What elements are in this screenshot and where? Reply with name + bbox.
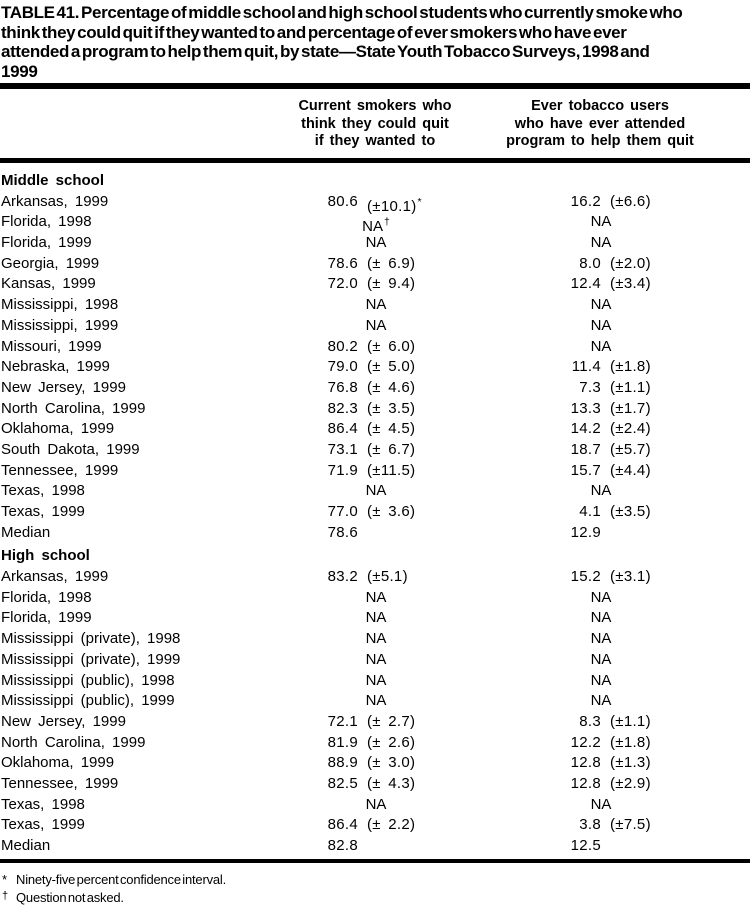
confidence-interval: (± 2.6) <box>367 733 416 751</box>
percent-value: 76.8 <box>327 378 358 396</box>
confidence-interval: (±2.9) <box>610 774 651 792</box>
attended-program-cell <box>506 295 696 316</box>
state-label: Texas, 1998 <box>1 482 85 500</box>
could-quit-cell <box>281 733 471 754</box>
state-label: Missouri, 1999 <box>1 337 102 355</box>
state-label: Mississippi (private), 1998 <box>1 630 181 648</box>
column-gap <box>470 98 505 151</box>
state-label: Florida, 1998 <box>1 213 92 231</box>
could-quit-cell <box>281 523 471 544</box>
na-value: NA <box>365 296 387 314</box>
could-quit-cell <box>281 461 471 482</box>
percent-value: 12.8 <box>570 754 601 772</box>
attended-program-cell <box>506 502 696 523</box>
percent-value: 71.9 <box>327 461 358 479</box>
na-value: NA <box>365 795 387 813</box>
could-quit-cell <box>281 836 471 857</box>
could-quit-cell <box>281 233 471 254</box>
attended-program-cell <box>506 712 696 733</box>
state-label: Texas, 1998 <box>1 795 85 813</box>
state-label: North Carolina, 1999 <box>1 733 146 751</box>
percent-value: 83.2 <box>327 568 358 586</box>
could-quit-cell <box>281 795 471 816</box>
attended-program-cell <box>506 461 696 482</box>
table-row <box>0 567 750 588</box>
could-quit-cell <box>281 399 471 420</box>
attended-program-cell <box>506 567 696 588</box>
table-title <box>0 0 750 81</box>
state-label: Georgia, 1999 <box>1 254 100 272</box>
percent-value: 77.0 <box>327 503 358 520</box>
confidence-interval: (± 3.5) <box>367 399 416 417</box>
na-value: NA <box>365 588 387 606</box>
attended-program-cell <box>506 691 696 712</box>
percent-value: 82.8 <box>327 837 358 854</box>
table-title-line: attended a program to help them quit, by state—State Youth Tobacco Surveys, 1998 and <box>1 42 650 61</box>
attended-program-cell <box>506 233 696 254</box>
could-quit-cell <box>281 212 471 236</box>
na-value: NA <box>365 609 387 627</box>
table-row <box>0 502 750 523</box>
attended-program-cell <box>506 254 696 275</box>
table-title-line: think they could quit if they wanted to and percentage of ever smokers who have ever <box>1 22 627 42</box>
footnote-text: Question not asked. <box>16 889 124 905</box>
could-quit-cell <box>281 671 471 692</box>
percent-value: 78.6 <box>327 254 358 272</box>
na-value: NA <box>590 337 612 355</box>
col-header-line: who have ever attended <box>514 115 686 132</box>
confidence-interval: (± 4.6) <box>367 378 416 396</box>
table-row <box>0 836 750 857</box>
state-label: Tennessee, 1999 <box>1 774 119 792</box>
could-quit-cell <box>281 650 471 671</box>
could-quit-cell <box>281 608 471 629</box>
could-quit-cell <box>281 419 471 440</box>
table-row <box>0 378 750 399</box>
table-row <box>0 588 750 609</box>
na-value: NA <box>365 671 387 689</box>
table-row <box>0 419 750 440</box>
percent-value: 12.9 <box>570 523 601 541</box>
percent-value: 82.5 <box>327 774 358 792</box>
percent-value: 72.0 <box>327 275 358 293</box>
na-value: NA <box>590 234 612 252</box>
table-row <box>0 274 750 295</box>
could-quit-cell <box>281 588 471 609</box>
percent-value: 80.2 <box>327 337 358 355</box>
state-label: Median <box>1 523 51 541</box>
could-quit-cell <box>281 357 471 378</box>
footnote-marker: † <box>384 216 390 229</box>
na-value: NA <box>365 482 387 500</box>
na-value: NA <box>590 630 612 648</box>
attended-program-cell <box>506 608 696 629</box>
attended-program-cell <box>506 774 696 795</box>
state-label: South Dakota, 1999 <box>1 440 140 458</box>
state-label: Mississippi (public), 1999 <box>1 692 175 710</box>
state-label: Kansas, 1999 <box>1 275 96 293</box>
na-value: NA <box>365 630 387 648</box>
table-row <box>0 295 750 316</box>
attended-program-cell <box>506 753 696 774</box>
percent-value: 11.4 <box>571 358 601 376</box>
col-header-line: Ever tobacco users <box>531 98 669 114</box>
na-value: NA <box>590 296 612 314</box>
na-value: NA <box>590 482 612 500</box>
state-label: Texas, 1999 <box>1 816 85 834</box>
confidence-interval: (± 5.0) <box>367 358 416 376</box>
state-label: New Jersey, 1999 <box>1 712 126 730</box>
na-value: NA <box>365 650 387 668</box>
state-label: Median <box>1 837 51 854</box>
confidence-interval: (±1.8) <box>610 733 651 751</box>
percent-value: 86.4 <box>327 816 358 834</box>
attended-program-cell <box>506 357 696 378</box>
could-quit-cell <box>281 567 471 588</box>
na-value: NA <box>365 316 387 334</box>
table-row <box>0 608 750 629</box>
percent-value: 81.9 <box>327 733 358 751</box>
attended-program-cell <box>506 378 696 399</box>
attended-program-cell <box>506 212 696 233</box>
attended-program-cell <box>506 419 696 440</box>
attended-program-cell <box>506 588 696 609</box>
confidence-interval: (± 4.5) <box>367 420 416 438</box>
table-row <box>0 316 750 337</box>
na-value: NA <box>590 316 612 334</box>
na-value: NA <box>590 609 612 627</box>
could-quit-cell <box>281 440 471 461</box>
percent-value: 73.1 <box>327 440 358 458</box>
table-row <box>0 481 750 502</box>
percent-value: 82.3 <box>327 399 358 417</box>
confidence-interval: (±11.5) <box>367 461 416 479</box>
confidence-interval: (± 9.4) <box>367 275 416 293</box>
table-row <box>0 192 750 213</box>
percent-value: 12.5 <box>570 837 601 854</box>
attended-program-cell <box>506 316 696 337</box>
confidence-interval: (±3.4) <box>610 275 651 293</box>
percent-value: 3.8 <box>579 816 601 834</box>
percent-value: 4.1 <box>579 503 601 520</box>
attended-program-cell <box>506 192 696 213</box>
na-value: NA <box>590 692 612 710</box>
could-quit-cell <box>281 274 471 295</box>
percent-value: 12.2 <box>570 733 601 751</box>
attended-program-cell <box>506 629 696 650</box>
table-row <box>0 523 750 544</box>
footnote <box>2 871 750 888</box>
table-row <box>0 712 750 733</box>
could-quit-cell <box>281 481 471 502</box>
could-quit-cell <box>281 378 471 399</box>
confidence-interval: (±3.5) <box>610 503 651 520</box>
attended-program-cell <box>506 523 696 544</box>
attended-program-cell <box>506 399 696 420</box>
table-row <box>0 233 750 254</box>
could-quit-cell <box>281 295 471 316</box>
could-quit-cell <box>281 691 471 712</box>
could-quit-cell <box>281 337 471 358</box>
confidence-interval: (±5.7) <box>610 440 651 458</box>
col-header-line: Current smokers who <box>298 98 452 114</box>
section-header-row <box>0 171 750 192</box>
state-label: Arkansas, 1999 <box>1 568 109 586</box>
confidence-interval: (±2.4) <box>610 420 651 438</box>
confidence-interval: (±1.8) <box>610 358 651 376</box>
table-row <box>0 461 750 482</box>
attended-program-cell <box>506 274 696 295</box>
percent-value: 16.2 <box>570 192 601 210</box>
state-label: Mississippi (private), 1999 <box>1 650 181 668</box>
table-row <box>0 733 750 754</box>
na-value: NA <box>365 234 387 252</box>
confidence-interval: (±1.3) <box>610 754 651 772</box>
confidence-interval: (±4.4) <box>610 461 651 479</box>
na-value: NA <box>590 650 612 668</box>
could-quit-cell <box>281 502 471 523</box>
na-value: NA <box>590 795 612 813</box>
state-label: Mississippi, 1999 <box>1 316 119 334</box>
table-title-line: 1999 <box>1 61 38 81</box>
percent-value: 13.3 <box>570 399 601 417</box>
na-value: NA <box>590 588 612 606</box>
attended-program-cell <box>506 815 696 836</box>
confidence-interval: (±6.6) <box>610 192 651 210</box>
percent-value: 12.8 <box>570 774 601 792</box>
state-label: Oklahoma, 1999 <box>1 420 115 438</box>
table-row <box>0 795 750 816</box>
attended-program-cell <box>506 650 696 671</box>
confidence-interval: (±10.1)* <box>367 195 422 215</box>
table-body <box>0 163 750 857</box>
could-quit-cell <box>281 192 471 213</box>
footnote-marker: * <box>2 871 7 887</box>
section-label: High school <box>1 547 90 565</box>
table-row <box>0 212 750 236</box>
state-label: North Carolina, 1999 <box>1 399 146 417</box>
percent-value: 79.0 <box>327 358 358 376</box>
footnote-marker: † <box>2 889 8 902</box>
table-row <box>0 671 750 692</box>
confidence-interval: (±1.7) <box>610 399 651 417</box>
stub-column-spacer <box>0 98 280 151</box>
confidence-interval: (± 3.6) <box>367 503 416 520</box>
table-title-line: TABLE 41. Percentage of middle school and high school students who currently smoke who <box>1 3 683 22</box>
percent-value: 14.2 <box>570 420 601 438</box>
attended-program-cell <box>506 733 696 754</box>
footnote-marker: * <box>417 195 422 208</box>
col-header-attended-program <box>505 98 695 151</box>
table-row <box>0 337 750 358</box>
confidence-interval: (±7.5) <box>610 816 651 834</box>
section-label: Middle school <box>1 172 105 189</box>
percent-value: 15.2 <box>570 568 601 586</box>
state-label: Mississippi, 1998 <box>1 296 119 314</box>
col-header-line: think they could quit <box>301 115 449 132</box>
col-header-could-quit <box>280 98 470 151</box>
attended-program-cell <box>506 481 696 502</box>
attended-program-cell <box>506 337 696 358</box>
state-label: Nebraska, 1999 <box>1 358 110 376</box>
attended-program-cell <box>506 836 696 857</box>
could-quit-cell <box>281 629 471 650</box>
confidence-interval: (± 6.0) <box>367 337 416 355</box>
state-label: Florida, 1999 <box>1 609 92 627</box>
col-header-line: if they wanted to <box>314 133 436 149</box>
percent-value: 88.9 <box>327 754 358 772</box>
state-label: Texas, 1999 <box>1 503 85 520</box>
could-quit-cell <box>281 774 471 795</box>
footnote <box>2 888 750 906</box>
na-value: NA <box>590 213 612 231</box>
percent-value: 8.0 <box>579 254 601 272</box>
table-row <box>0 440 750 461</box>
table-row <box>0 774 750 795</box>
footnote-text: Ninety-five percent confidence interval. <box>16 871 227 887</box>
percent-value: 72.1 <box>327 712 358 730</box>
percent-value: 15.7 <box>570 461 601 479</box>
na-value: NA <box>365 692 387 710</box>
could-quit-cell <box>281 815 471 836</box>
confidence-interval: (±3.1) <box>610 568 651 586</box>
table-row <box>0 691 750 712</box>
confidence-interval: (±5.1) <box>367 568 408 586</box>
na-value: NA <box>590 671 612 689</box>
state-label: New Jersey, 1999 <box>1 378 126 396</box>
confidence-interval: (± 2.7) <box>367 712 416 730</box>
section-header-row <box>0 546 750 567</box>
state-label: Florida, 1999 <box>1 234 92 252</box>
table-row <box>0 254 750 275</box>
table-row <box>0 399 750 420</box>
na-value: NA† <box>362 216 390 236</box>
table-row <box>0 629 750 650</box>
state-label: Tennessee, 1999 <box>1 461 119 479</box>
percent-value: 12.4 <box>570 275 601 293</box>
percent-value: 86.4 <box>327 420 358 438</box>
attended-program-cell <box>506 671 696 692</box>
could-quit-cell <box>281 316 471 337</box>
state-label: Mississippi (public), 1998 <box>1 671 175 689</box>
percent-value: 78.6 <box>327 523 358 541</box>
col-header-line: program to help them quit <box>506 133 694 149</box>
could-quit-cell <box>281 712 471 733</box>
confidence-interval: (±1.1) <box>610 712 651 730</box>
confidence-interval: (± 3.0) <box>367 754 416 772</box>
column-headers <box>0 89 750 158</box>
table-row <box>0 357 750 378</box>
state-label: Florida, 1998 <box>1 588 92 606</box>
state-label: Arkansas, 1999 <box>1 192 109 210</box>
confidence-interval: (± 6.7) <box>367 440 416 458</box>
percent-value: 8.3 <box>579 712 601 730</box>
could-quit-cell <box>281 254 471 275</box>
could-quit-cell <box>281 753 471 774</box>
table-row <box>0 815 750 836</box>
footnotes <box>0 863 750 906</box>
percent-value: 7.3 <box>579 378 601 396</box>
confidence-interval: (±2.0) <box>610 254 651 272</box>
state-label: Oklahoma, 1999 <box>1 754 115 772</box>
attended-program-cell <box>506 795 696 816</box>
confidence-interval: (± 2.2) <box>367 816 416 834</box>
confidence-interval: (±1.1) <box>610 378 651 396</box>
table-row <box>0 650 750 671</box>
percent-value: 80.6 <box>327 192 358 210</box>
confidence-interval: (± 4.3) <box>367 774 416 792</box>
confidence-interval: (± 6.9) <box>367 254 416 272</box>
attended-program-cell <box>506 440 696 461</box>
percent-value: 18.7 <box>570 440 601 458</box>
table-row <box>0 753 750 774</box>
